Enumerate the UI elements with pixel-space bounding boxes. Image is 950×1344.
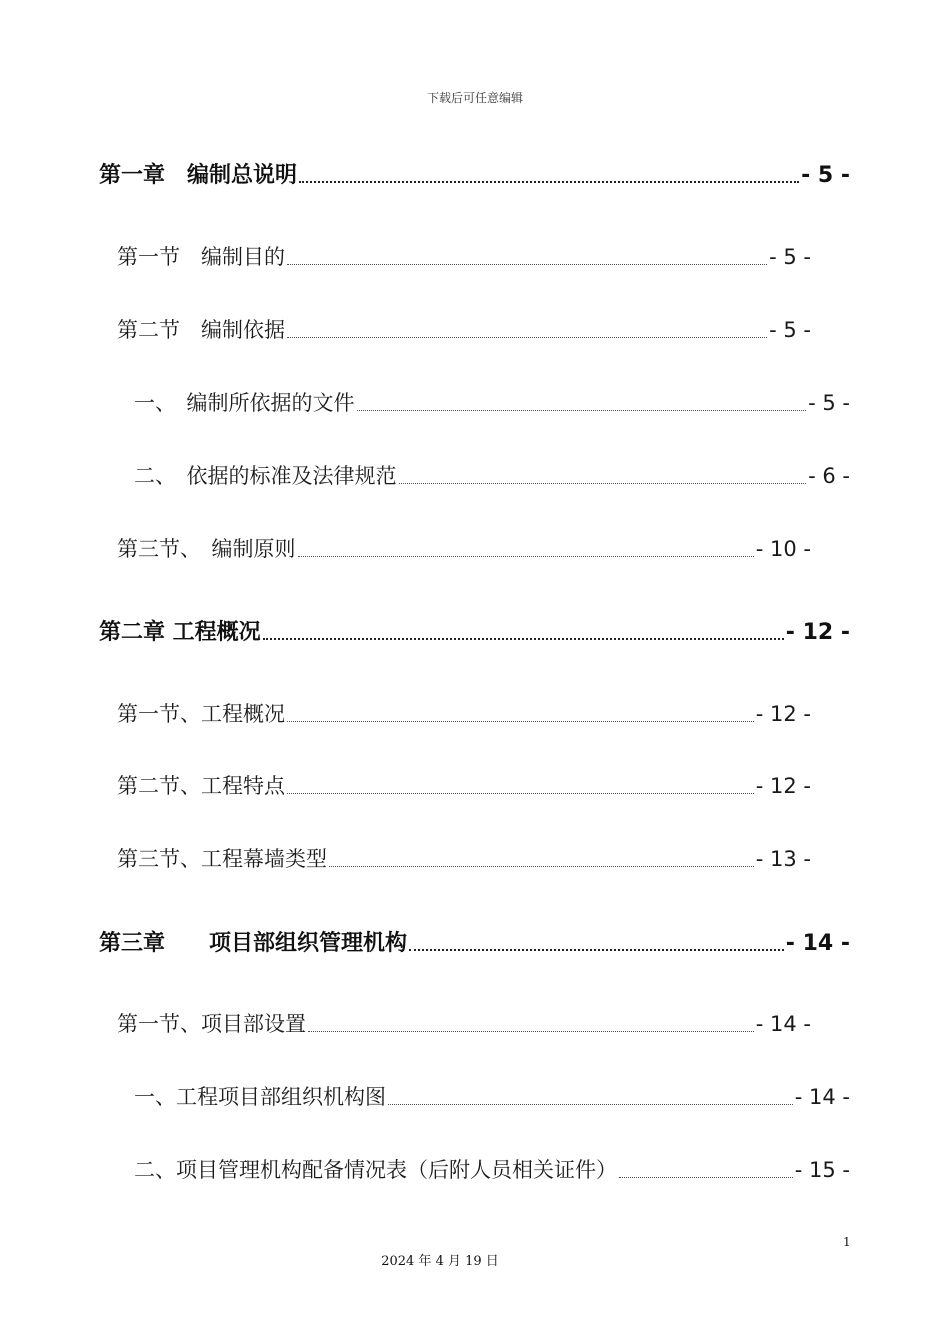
toc-section-2-3[interactable]	[117, 843, 811, 873]
footer-date: 2024 年 4 月 19 日	[381, 1254, 499, 1269]
dot-leader	[357, 409, 807, 411]
dot-leader	[399, 482, 807, 484]
toc-label: 二、 依据的标准及法律规范	[134, 464, 397, 488]
toc-page: - 5 -	[769, 318, 811, 342]
toc-item-3-1-1[interactable]	[134, 1081, 850, 1111]
toc-label: 第三节、 编制原则	[117, 537, 296, 561]
dot-leader	[409, 948, 784, 951]
toc-label: 第二章 工程概况	[99, 620, 261, 645]
dot-leader	[329, 865, 754, 867]
toc-page: - 12 -	[785, 620, 850, 645]
dot-leader	[299, 180, 799, 183]
toc-label: 第二节、工程特点	[117, 774, 285, 798]
toc-section-2-1[interactable]	[117, 698, 811, 728]
toc-label: 第二节 编制依据	[117, 318, 285, 342]
toc-label: 第一章 编制总说明	[99, 163, 298, 188]
footer-page-number: 1	[843, 1235, 851, 1249]
toc-label: 第一节、项目部设置	[117, 1012, 306, 1036]
toc-page: - 5 -	[808, 391, 850, 415]
dot-leader	[298, 555, 754, 557]
toc-label: 第一节、工程概况	[117, 702, 285, 726]
toc-page: - 14 -	[794, 1085, 850, 1109]
toc-label: 二、项目管理机构配备情况表（后附人员相关证件）	[134, 1158, 617, 1182]
dot-leader	[388, 1103, 793, 1105]
toc-page: - 6 -	[808, 464, 850, 488]
toc-label: 一、 编制所依据的文件	[134, 391, 355, 415]
page-header: 下载后可任意编辑	[426, 91, 523, 105]
toc-label: 一、工程项目部组织机构图	[134, 1085, 386, 1109]
toc-page: - 14 -	[785, 931, 850, 956]
toc-item-1-2-1[interactable]	[134, 387, 850, 417]
toc-page: - 5 -	[801, 163, 850, 188]
toc-page: - 15 -	[794, 1158, 850, 1182]
toc-page: - 10 -	[755, 537, 811, 561]
toc-item-1-2-2[interactable]	[134, 460, 850, 490]
toc-section-2-2[interactable]	[117, 770, 811, 800]
toc-chapter-3[interactable]	[99, 926, 850, 957]
toc-label: 第一节 编制目的	[117, 245, 285, 269]
dot-leader	[287, 720, 754, 722]
toc-chapter-1[interactable]	[99, 158, 850, 189]
toc-page: - 12 -	[755, 774, 811, 798]
dot-leader	[287, 792, 754, 794]
dot-leader	[287, 263, 767, 265]
toc-section-1-1[interactable]	[117, 241, 811, 271]
toc-section-3-1[interactable]	[117, 1008, 811, 1038]
toc-item-3-1-2[interactable]	[134, 1154, 850, 1184]
toc-section-1-3[interactable]	[117, 533, 811, 563]
toc-page: - 5 -	[769, 245, 811, 269]
toc-page: - 12 -	[755, 702, 811, 726]
dot-leader	[308, 1030, 754, 1032]
dot-leader	[263, 637, 784, 640]
toc-label: 第三节、工程幕墙类型	[117, 847, 327, 871]
toc-label: 第三章 项目部组织管理机构	[99, 931, 408, 956]
dot-leader	[619, 1176, 793, 1178]
toc-section-1-2[interactable]	[117, 314, 811, 344]
toc-page: - 14 -	[755, 1012, 811, 1036]
toc-chapter-2[interactable]	[99, 615, 850, 646]
dot-leader	[287, 336, 767, 338]
toc-page: - 13 -	[755, 847, 811, 871]
